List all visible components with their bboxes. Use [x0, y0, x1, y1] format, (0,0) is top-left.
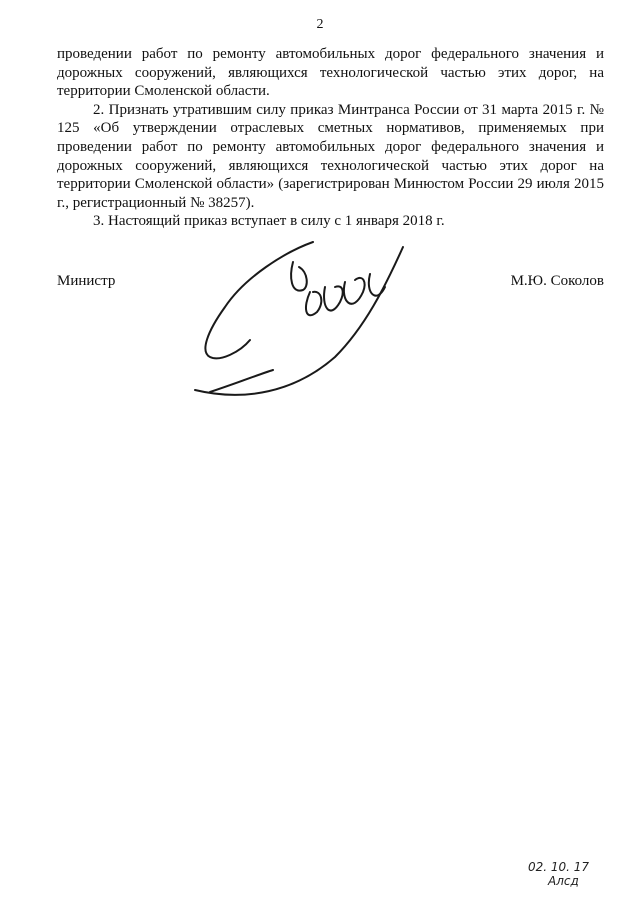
order-body — [57, 45, 604, 231]
paragraph-continuation: проведении работ по ремонту автомобильных дорог федерального значения и дорожных сооружений, являющихся технологической частью этих дорог, на территории Смоленской области. — [57, 46, 604, 100]
handwritten-signature — [185, 232, 410, 402]
paragraph-item-2: 2. Признать утратившим силу приказ Минтранса России от 31 марта 2015 г. № 125 «Об утверждении отраслевых сметных нормативов, применяемых при проведении работ по ремонту автомобильных дорог федерального значения и дорожных сооружений, являющихся технологической частью этих дорог на территории Смоленской области» (зарегистрирован Минюстом России 29 июля 2015 г., регистрационный № 38257). — [57, 101, 604, 211]
signatory-name: М.Ю. Соколов — [510, 273, 604, 289]
page-number: 2 — [316, 17, 324, 32]
handwritten-note — [528, 860, 589, 888]
handwritten-date: 02. 10. 17 — [528, 860, 590, 874]
paragraph-item-3: 3. Настоящий приказ вступает в силу с 1 января 2018 г. — [93, 213, 445, 230]
signatory-title: Министр — [57, 273, 116, 289]
handwritten-initials: Алсд — [548, 874, 579, 888]
